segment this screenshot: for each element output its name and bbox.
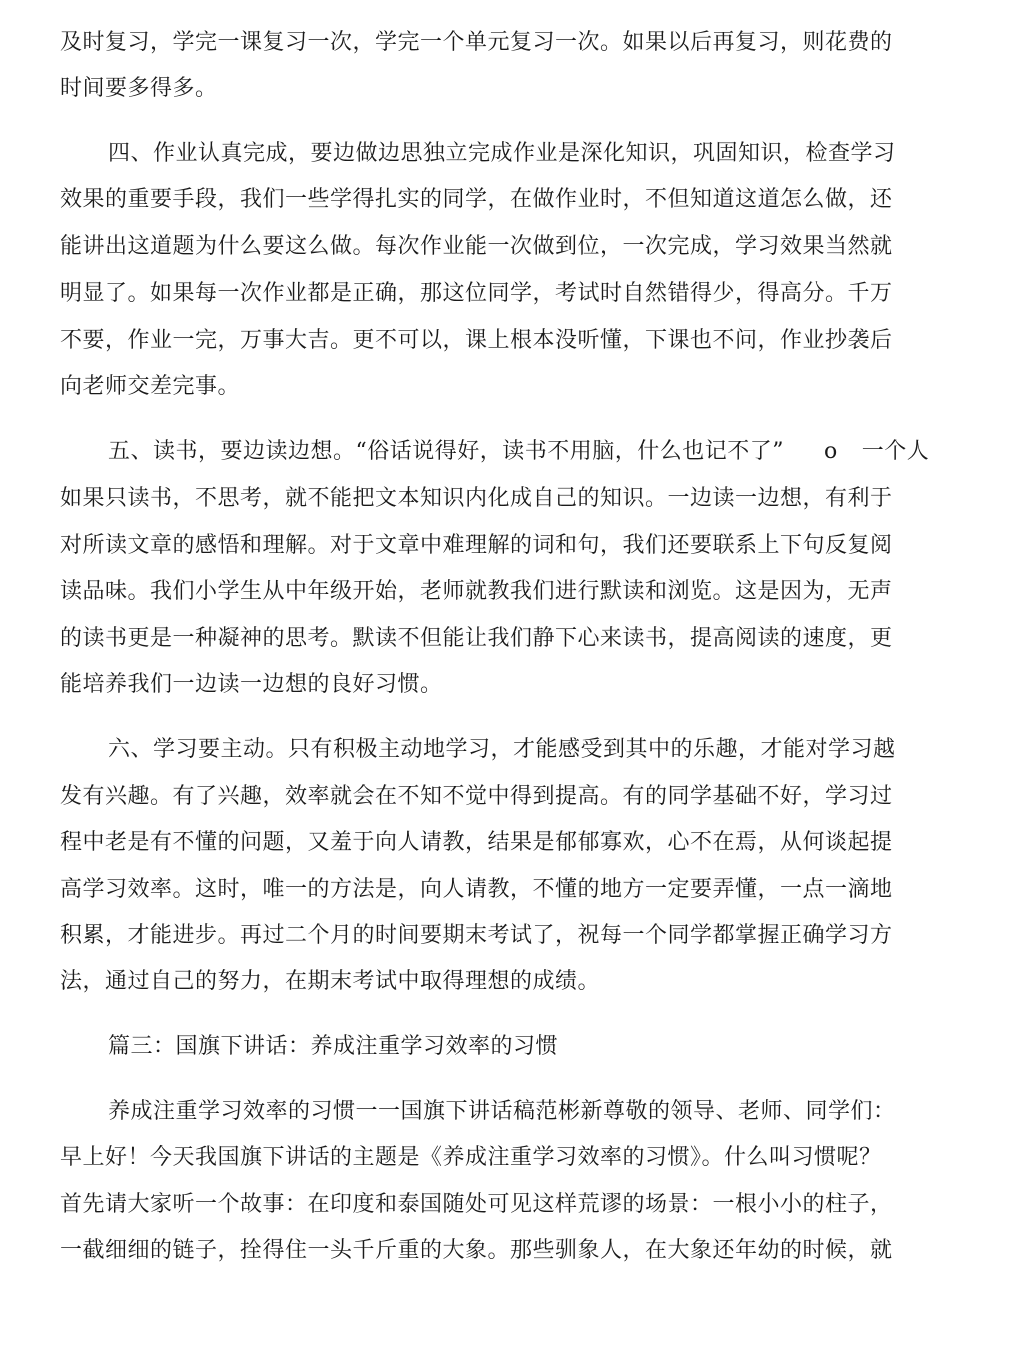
text-line: 发有兴趣。有了兴趣，效率就会在不知不觉中得到提高。有的同学基础不好，学习过 [60,784,893,809]
text-line: 如果只读书，不思考，就不能把文本知识内化成自己的知识。一边读一边想，有利于 [60,486,893,511]
text-line: 的读书更是一种凝神的思考。默读不但能让我们静下心来读书，提高阅读的速度，更 [60,626,893,651]
text-line: 时间要多得多。 [60,76,218,101]
text-line: 明显了。如果每一次作业都是正确，那这位同学，考试时自然错得少，得高分。千万 [60,281,893,306]
text-segment: 一个人 [861,439,930,464]
text-line: 向老师交差完事。 [60,374,241,399]
stray-mark: o [824,439,838,464]
text-line: 能讲出这道题为什么要这么做。每次作业能一次做到位，一次完成，学习效果当然就 [60,234,893,259]
text-line: 高学习效率。这时，唯一的方法是，向人请教，不懂的地方一定要弄懂，一点一滴地 [60,877,893,902]
paragraph-start-line [108,437,929,467]
text-line: 法，通过自己的努力，在期末考试中取得理想的成绩。 [60,969,601,994]
text-line: 程中老是有不懂的问题，又羞于向人请教，结果是郁郁寡欢，心不在焉，从何谈起提 [60,830,893,855]
paragraph-start-line: 养成注重学习效率的习惯一一国旗下讲话稿范彬新尊敬的领导、老师、同学们： [108,1099,896,1124]
text-line: 效果的重要手段，我们一些学得扎实的同学，在做作业时，不但知道这道怎么做，还 [60,187,893,212]
text-line: 一截细细的链子，拴得住一头千斤重的大象。那些驯象人，在大象还年幼的时候，就 [60,1238,893,1263]
text-line: 及时复习，学完一课复习一次，学完一个单元复习一次。如果以后再复习，则花费的 [60,30,893,55]
text-line: 积累，才能进步。再过二个月的时间要期末考试了，祝每一个同学都掌握正确学习方 [60,923,893,948]
text-line: 读品味。我们小学生从中年级开始，老师就教我们进行默读和浏览。这是因为，无声 [60,579,893,604]
text-line: 对所读文章的感悟和理解。对于文章中难理解的词和句，我们还要联系上下句反复阅 [60,533,893,558]
paragraph-start-line: 六、学习要主动。只有积极主动地学习，才能感受到其中的乐趣，才能对学习越 [108,737,896,762]
text-line: 能培养我们一边读一边想的良好习惯。 [60,672,443,697]
text-segment: 五、读书，要边读边想。“俗话说得好，读书不用脑，什么也记不了” [108,439,784,464]
paragraph-start-line: 四、作业认真完成，要边做边思独立完成作业是深化知识，巩固知识，检查学习 [108,141,896,166]
text-line: 首先请大家听一个故事：在印度和泰国随处可见这样荒谬的场景：一根小小的柱子， [60,1192,893,1217]
text-line: 不要，作业一完，万事大吉。更不可以，课上根本没听懂，下课也不问，作业抄袭后 [60,328,893,353]
section-heading: 篇三：国旗下讲话：养成注重学习效率的习惯 [108,1034,559,1059]
text-line: 早上好！今天我国旗下讲话的主题是《养成注重学习效率的习惯》。什么叫习惯呢？ [60,1145,882,1170]
